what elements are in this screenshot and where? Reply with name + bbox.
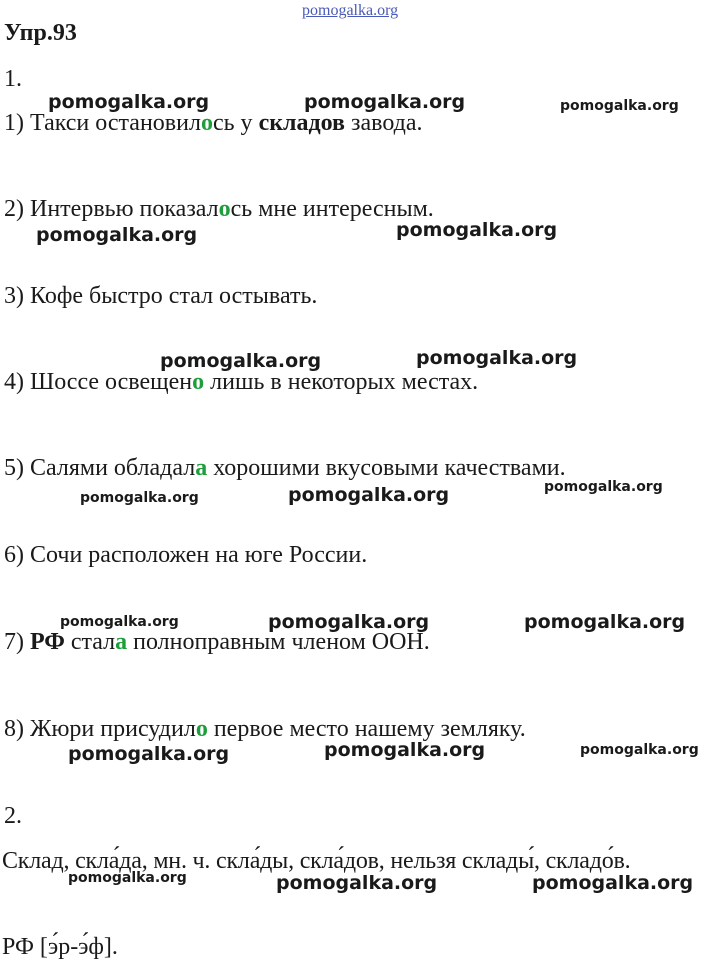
watermark: pomogalka.org: [532, 872, 694, 894]
watermark: pomogalka.org: [80, 490, 199, 506]
page-title: Упр.93: [4, 20, 77, 46]
sentence-text-before: стал: [64, 629, 116, 655]
highlighted-ending: о: [200, 110, 213, 136]
watermark: pomogalka.org: [396, 219, 558, 241]
sentence-3: [4, 283, 317, 310]
watermark: pomogalka.org: [160, 350, 322, 372]
highlighted-ending: а: [195, 455, 208, 481]
bold-word: РФ: [30, 629, 65, 655]
watermark: pomogalka.org: [524, 611, 686, 633]
watermark: pomogalka.org: [288, 484, 450, 506]
highlighted-ending: о: [192, 369, 205, 395]
site-link[interactable]: pomogalka.org: [302, 2, 399, 19]
watermark: pomogalka.org: [416, 347, 578, 369]
sentence-text-after: полноправным членом ООН.: [127, 629, 430, 655]
sentence-text-after: завода.: [345, 110, 423, 136]
sentence-text-before: Интервью показал: [30, 196, 219, 222]
sentence-text-before: Такси остановил: [30, 110, 201, 136]
stress-line-rf: РФ [э́р-э́ф].: [2, 934, 118, 960]
watermark: pomogalka.org: [68, 870, 187, 886]
watermark: pomogalka.org: [304, 91, 466, 113]
sentence-5: [4, 455, 566, 482]
watermark: pomogalka.org: [48, 91, 210, 113]
sentence-text-middle: сь у: [212, 110, 259, 136]
watermark: pomogalka.org: [60, 614, 179, 630]
watermark: pomogalka.org: [580, 742, 699, 758]
watermark: pomogalka.org: [324, 739, 486, 761]
bold-word: складов: [258, 110, 346, 136]
sentence-text-before: Жюри присудил: [30, 716, 196, 742]
sentence-number: 3): [4, 283, 24, 309]
sentence-text-after: сь мне интересным.: [230, 196, 434, 222]
watermark: pomogalka.org: [544, 479, 663, 495]
sentence-4: [4, 369, 478, 396]
part-2-number: 2.: [4, 803, 22, 829]
sentence-text-after: хорошими вкусовыми качествами.: [207, 455, 566, 481]
part-1-number: 1.: [4, 66, 22, 92]
watermark: pomogalka.org: [268, 611, 430, 633]
highlighted-ending: а: [115, 629, 128, 655]
sentence-number: 8): [4, 716, 24, 742]
sentence-number: 7): [4, 629, 24, 655]
sentence-number: 4): [4, 369, 24, 395]
watermark: pomogalka.org: [276, 872, 438, 894]
watermark: pomogalka.org: [560, 98, 679, 114]
sentence-text-before: Салями обладал: [30, 455, 196, 481]
sentence-text-after: лишь в некоторых местах.: [204, 369, 479, 395]
sentence-number: 5): [4, 455, 24, 481]
highlighted-ending: о: [195, 716, 208, 742]
sentence-2: [4, 196, 434, 223]
sentence-7: [4, 629, 430, 656]
sentence-number: 2): [4, 196, 24, 222]
sentence-number: 6): [4, 542, 24, 568]
stress-line-sklad: Склад, скла́да, мн. ч. скла́ды, скла́дов, нельзя склады́, складо́в.: [2, 848, 631, 874]
sentence-6: [4, 542, 367, 569]
sentence-text: Сочи расположен на юге России.: [30, 542, 368, 568]
sentence-1: [4, 110, 423, 137]
sentence-number: 1): [4, 110, 24, 136]
sentence-text: Кофе быстро стал остывать.: [30, 283, 318, 309]
sentence-text-after: первое место нашему земляку.: [207, 716, 526, 742]
watermark: pomogalka.org: [36, 224, 198, 246]
sentence-text-before: Шоссе освещен: [30, 369, 193, 395]
highlighted-ending: о: [218, 196, 231, 222]
watermark: pomogalka.org: [68, 743, 230, 765]
